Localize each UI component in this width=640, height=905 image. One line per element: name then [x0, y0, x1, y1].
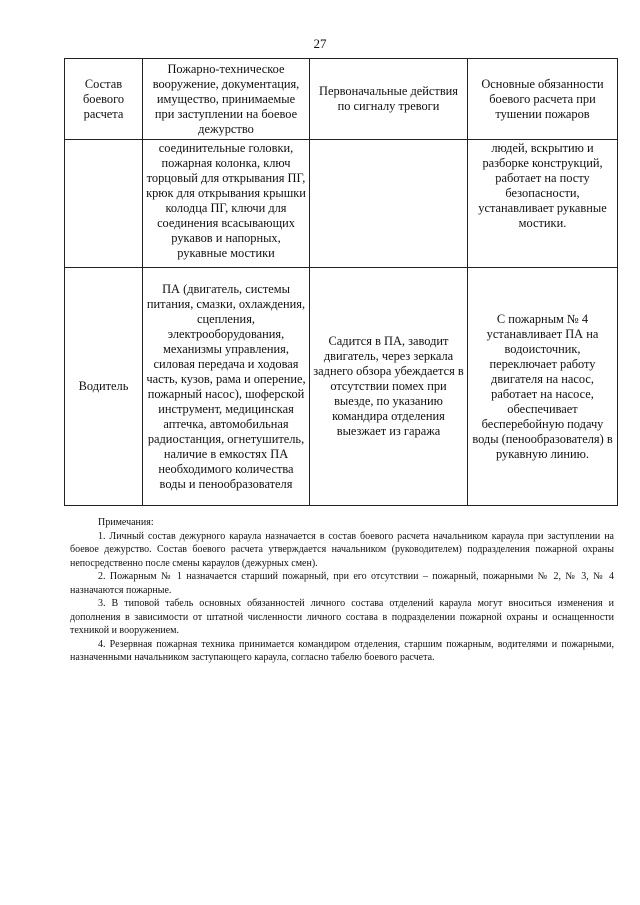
cell-alarm-actions	[310, 140, 468, 268]
table-header-row	[65, 59, 618, 140]
duties-table	[64, 58, 618, 506]
cell-equipment: соединительные головки, пожарная колонка, ключ торцовый для открывания ПГ, крюк для открывания крышки колодца ПГ, ключи для соединения всасывающих рукавов и напорных, рукавные мостики	[143, 140, 310, 268]
table-row	[65, 140, 618, 268]
note-item: 3. В типовой табель основных обязанностей личного состава отделений караула могут вноситься изменения и дополнения в зависимости от штатной численности личного состава в подразделении пожарной охраны и оснащенности техникой и вооружением.	[70, 598, 614, 636]
header-crew: Состав боевого расчета	[65, 59, 143, 140]
cell-duties: С пожарным № 4 устанавливает ПА на водоисточник, переключает работу двигателя на насос, работает на насосе, обеспечивает бесперебойную подачу воды (пенообразователя) в рукавную линию.	[468, 268, 618, 506]
cell-duties: людей, вскрытию и разборке конструкций, работает на посту безопасности, устанавливает рукавные мостики.	[468, 140, 618, 268]
cell-role	[65, 140, 143, 268]
note-item: 1. Личный состав дежурного караула назначается в состав боевого расчета начальником караула при заступлении на боевое дежурство. Состав боевого расчета утверждается начальником (руководителем) подразделения пожарной охраны непосредственно после смены караулов (дежурных смен).	[70, 530, 614, 569]
table-row	[65, 268, 618, 506]
notes-section	[70, 516, 614, 665]
page-number: 27	[313, 36, 327, 51]
cell-alarm-actions: Садится в ПА, заводит двигатель, через зеркала заднего обзора убеждается в отсутствии помех при выезде, по указанию командира отделения выезжает из гаража	[310, 268, 468, 506]
notes-title: Примечания:	[98, 517, 154, 528]
cell-role: Водитель	[65, 268, 143, 506]
header-duties: Основные обязанности боевого расчета при тушении пожаров	[468, 59, 618, 140]
header-alarm-actions: Первоначальные действия по сигналу тревоги	[310, 59, 468, 140]
note-item: 2. Пожарным № 1 назначается старший пожарный, при его отсутствии – пожарный, пожарными № 2, № 3, № 4 назначаются пожарные.	[70, 571, 614, 596]
cell-equipment: ПА (двигатель, системы питания, смазки, охлаждения, сцепления, электрооборудования, механизмы управления, силовая передача и ходовая часть, кузов, рама и оперение, пожарный насос), шоферской инструмент, медицинская аптечка, автомобильная радиостанция, огнетушитель, наличие в емкостях ПА необходимого количества воды и пенообразователя	[143, 268, 310, 506]
header-equipment: Пожарно-техническое вооружение, документация, имущество, принимаемые при заступлении на боевое дежурство	[143, 59, 310, 140]
note-item: 4. Резервная пожарная техника принимается командиром отделения, старшим пожарным, водителями и пожарными, назначенными начальником заступающего караула, согласно табелю боевого расчета.	[70, 638, 614, 663]
